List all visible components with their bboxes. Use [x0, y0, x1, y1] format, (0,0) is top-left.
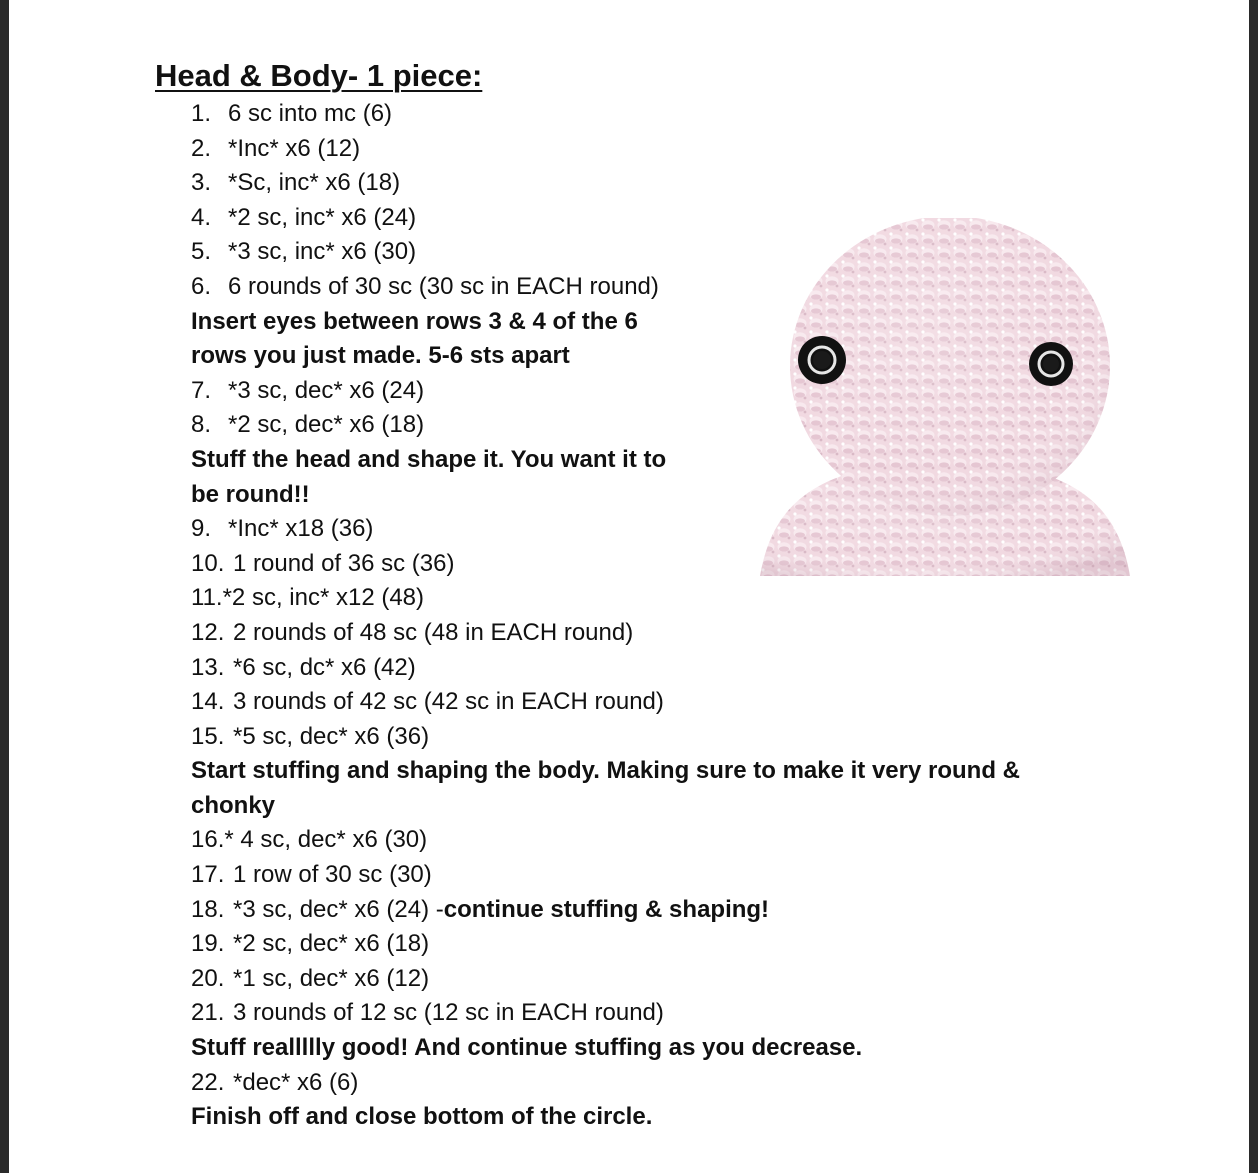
step-2: 2. *Inc* x6 (12)	[191, 134, 361, 162]
step-9: 9. *Inc* x18 (36)	[191, 515, 374, 543]
step-4: 4. *2 sc, inc* x6 (24)	[191, 203, 417, 231]
note-finish-off: Finish off and close bottom of the circle.	[191, 1103, 653, 1131]
left-eye-icon	[798, 336, 846, 384]
step-7: 7. *3 sc, dec* x6 (24)	[191, 376, 425, 404]
step-21: 21. 3 rounds of 12 sc (12 sc in EACH round)	[191, 999, 664, 1027]
step-15: 15. *5 sc, dec* x6 (36)	[191, 722, 430, 750]
note-insert-eyes: Insert eyes between rows 3 & 4 of the 6	[191, 307, 638, 335]
right-border	[1249, 0, 1258, 1173]
note-stuff-body-cont: chonky	[191, 791, 276, 819]
step-14: 14. 3 rounds of 42 sc (42 sc in EACH round)	[191, 688, 664, 716]
step-10: 10. 1 round of 36 sc (36)	[191, 549, 455, 577]
step-3: 3. *Sc, inc* x6 (18)	[191, 169, 401, 197]
step-18: 18. *3 sc, dec* x6 (24) -continue stuffing & shaping!	[191, 895, 770, 923]
step-17: 17. 1 row of 30 sc (30)	[191, 861, 432, 889]
step-1: 1. 6 sc into mc (6)	[191, 100, 393, 127]
step-22: 22. *dec* x6 (6)	[191, 1068, 359, 1096]
note-stuff-good: Stuff reallllly good! And continue stuffing as you decrease.	[191, 1034, 863, 1062]
step-8: 8. *2 sc, dec* x6 (18)	[191, 411, 425, 439]
right-eye-icon	[1029, 342, 1073, 386]
amigurumi-photo	[760, 218, 1130, 576]
step-19: 19. *2 sc, dec* x6 (18)	[191, 930, 430, 958]
note-stuff-body: Start stuffing and shaping the body. Making sure to make it very round &	[191, 757, 1020, 785]
left-border	[0, 0, 9, 1173]
step-5: 5. *3 sc, inc* x6 (30)	[191, 238, 417, 266]
note-stuff-head: Stuff the head and shape it. You want it to	[191, 445, 667, 473]
page-title: Head & Body- 1 piece:	[155, 58, 483, 93]
step-11: 11.*2 sc, inc* x12 (48)	[191, 584, 425, 612]
step-20: 20. *1 sc, dec* x6 (12)	[191, 964, 430, 992]
note-stuff-head-cont: be round!!	[191, 480, 310, 508]
step-12: 12. 2 rounds of 48 sc (48 in EACH round)	[191, 618, 634, 646]
step-13: 13. *6 sc, dc* x6 (42)	[191, 653, 416, 681]
step-16: 16.* 4 sc, dec* x6 (30)	[191, 826, 428, 854]
step-6: 6. 6 rounds of 30 sc (30 sc in EACH round)	[191, 272, 659, 300]
note-insert-eyes-cont: rows you just made. 5-6 sts apart	[191, 342, 570, 370]
